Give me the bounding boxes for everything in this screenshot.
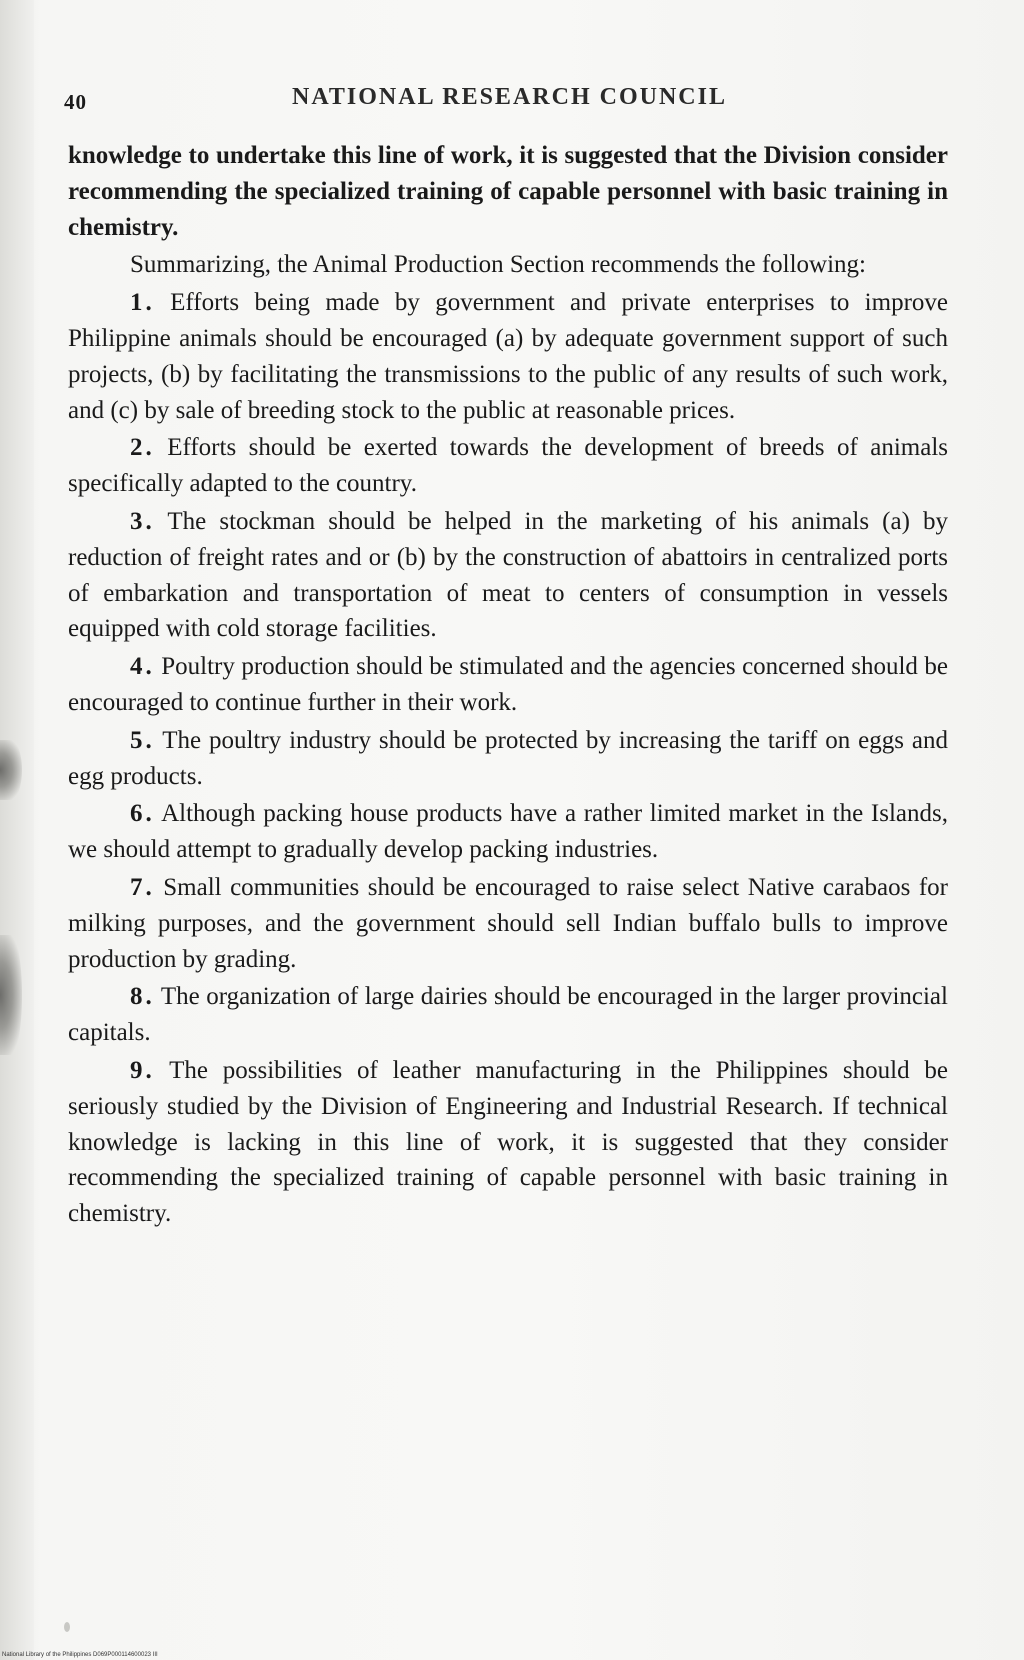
item-number: 6.: [130, 800, 155, 828]
scan-blemish: [0, 935, 22, 1055]
page-binding-edge: [0, 0, 34, 1660]
item-number: 3.: [130, 507, 155, 535]
item-text: The poultry industry should be protected by increasing the tariff on eggs and egg products.: [68, 726, 948, 790]
item-text: The organization of large dairies should be encouraged in the larger provincial capitals.: [68, 983, 948, 1047]
scan-blemish: [0, 740, 22, 800]
item-text: The stockman should be helped in the marketing of his animals (a) by reduction of freight rates and or (b) by the construction of abattoirs in centralized ports of embarkation and transportation of meat to centers of consumption in vessels equipped with cold storage facilities.: [68, 507, 948, 643]
item-number: 4.: [130, 653, 155, 681]
recommendation-item-8: [68, 979, 948, 1051]
item-text: Efforts being made by government and private enterprises to improve Philippine animals should be encouraged (a) by adequate government support of such projects, (b) by facilitating the transmissions to the public of any results of such work, and (c) by sale of breeding stock to the public at reasonable prices.: [68, 289, 948, 424]
recommendation-item-3: [68, 504, 948, 647]
item-number: 8.: [130, 983, 155, 1011]
page-header: [64, 84, 744, 114]
recommendation-item-9: [68, 1053, 948, 1232]
running-head: NATIONAL RESEARCH COUNCIL: [292, 84, 727, 110]
scan-attribution: National Library of the Philippines D069P000114600023 III: [2, 1652, 158, 1658]
item-text: Efforts should be exerted towards the development of breeds of animals specifically adapted to the country.: [68, 434, 948, 498]
item-number: 2.: [130, 434, 155, 462]
page-number: 40: [64, 90, 87, 114]
recommendation-item-5: [68, 723, 948, 795]
summary-paragraph: Summarizing, the Animal Production Section recommends the following:: [130, 251, 866, 279]
item-number: 7.: [130, 873, 155, 901]
recommendation-item-6: [68, 796, 948, 868]
recommendation-item-4: [68, 649, 948, 721]
scan-speck: [64, 1622, 70, 1632]
item-number: 9.: [130, 1056, 155, 1084]
recommendation-item-2: [68, 430, 948, 502]
item-text: Poultry production should be stimulated and the agencies concerned should be encouraged to continue further in their work.: [68, 653, 948, 716]
recommendation-item-7: [68, 870, 948, 977]
item-number: 1.: [130, 289, 155, 317]
item-number: 5.: [130, 726, 155, 754]
intro-paragraph: knowledge to undertake this line of work, it is suggested that the Division consider recommending the specialized training of capable personnel with basic training in chemistry.: [68, 142, 948, 241]
recommendation-item-1: [68, 285, 948, 428]
item-text: Small communities should be encouraged to raise select Native carabaos for milking purposes, and the government should sell Indian buffalo bulls to improve production by grading.: [68, 873, 948, 973]
item-text: The possibilities of leather manufacturing in the Philippines should be seriously studied by the Division of Engineering and Industrial Research. If technical knowledge is lacking in this line of work, it is suggested that they consider recommending the specialized training of capable personnel with basic training in chemistry.: [68, 1056, 948, 1228]
item-text: Although packing house products have a rather limited market in the Islands, we should attempt to gradually develop packing industries.: [68, 800, 948, 864]
page-body: [68, 138, 948, 1232]
